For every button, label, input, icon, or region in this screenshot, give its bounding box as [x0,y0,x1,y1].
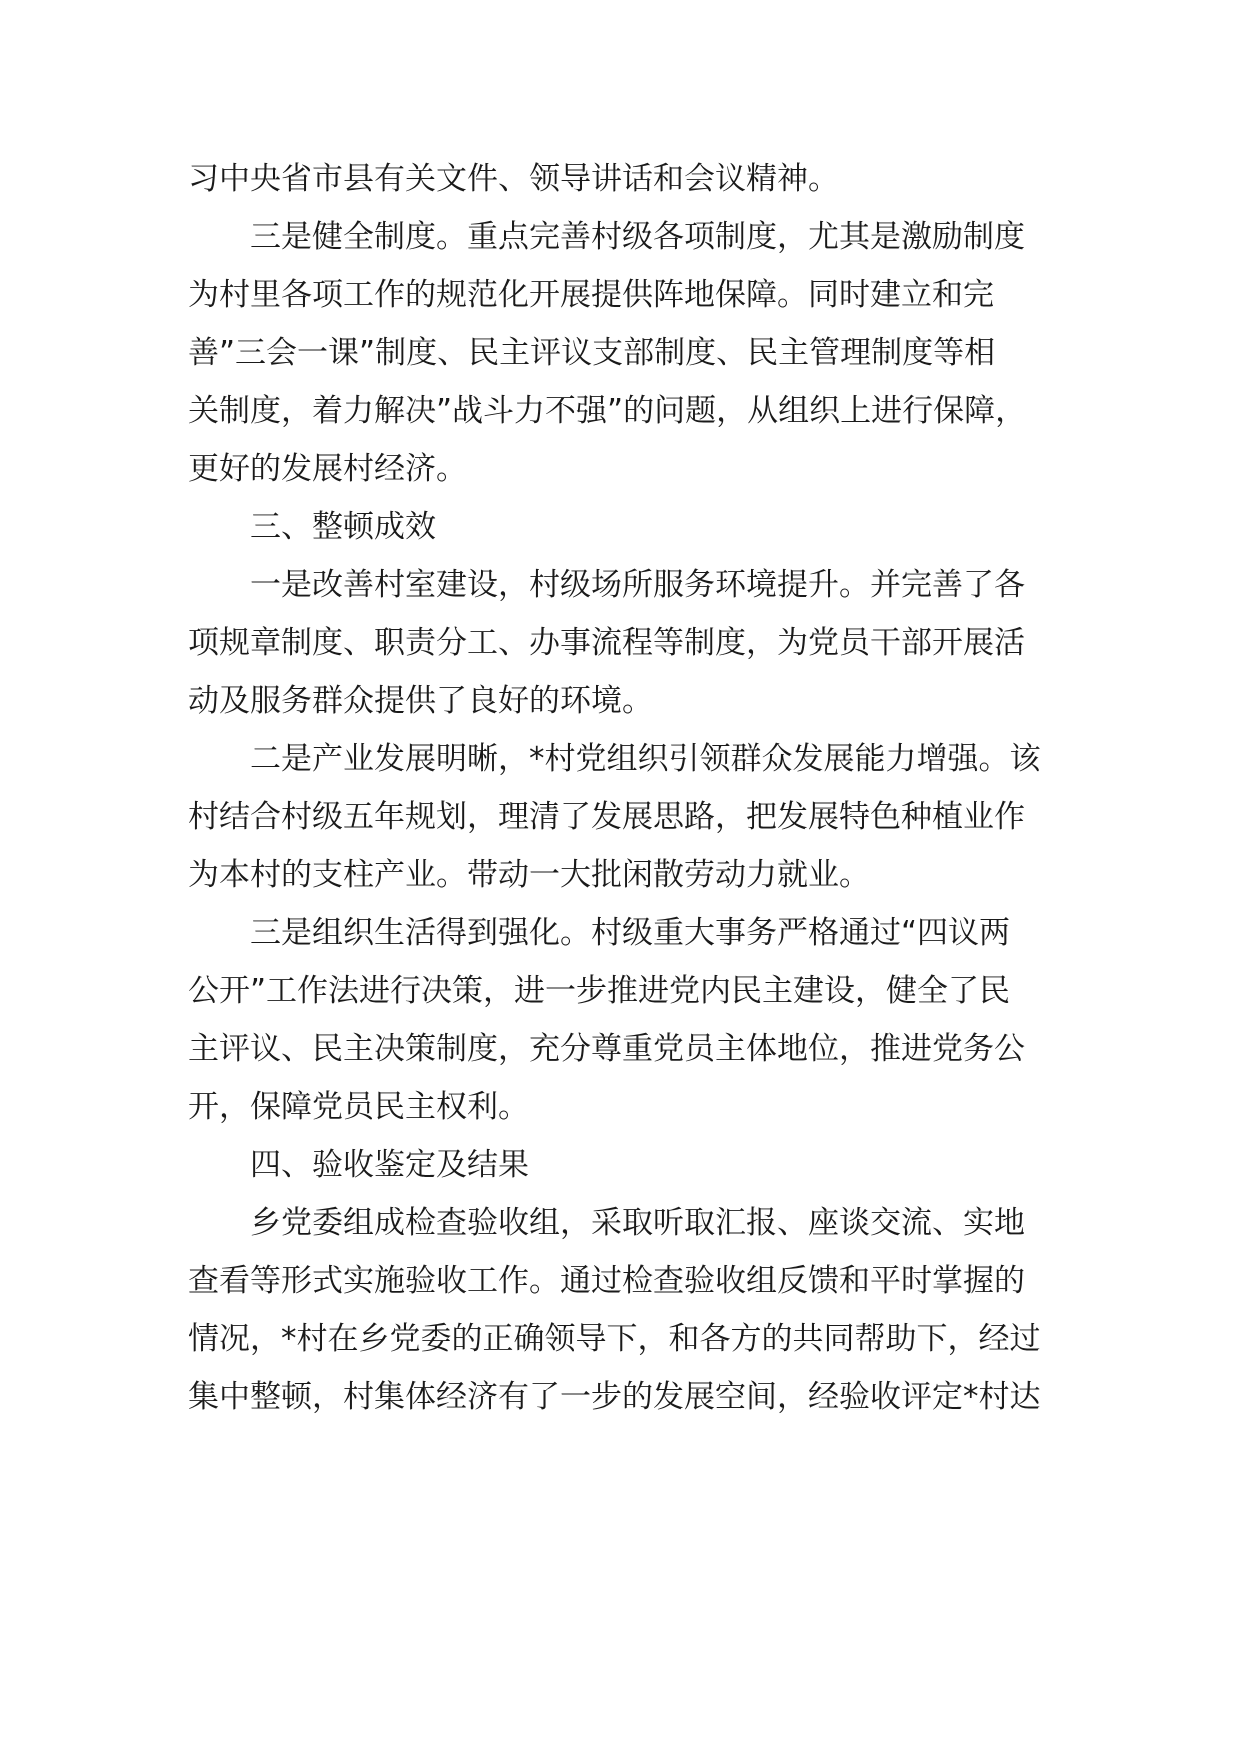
line-text: 村结合村级五年规划，理清了发展思路，把发展特色种植业作 [188,799,1025,835]
line-text: 主评议、民主决策制度，充分尊重党员主体地位，推进党务公 [188,1031,1025,1067]
text-line [188,265,1240,325]
line-text: 查看等形式实施验收工作。通过检查验收组反馈和平时掌握的 [188,1263,1025,1299]
line-text: 一是改善村室建设，村级场所服务环境提升。并完善了各 [250,567,1025,603]
section-heading [250,497,1240,557]
line-text: 更好的发展村经济。 [188,451,467,487]
text-line [188,439,1240,499]
paragraph-first-line [250,1193,1240,1253]
heading-text: 三、整顿成效 [250,509,436,545]
line-text: 善”三会一课”制度、民主评议支部制度、民主管理制度等相 [188,335,996,371]
text-line [188,323,1240,383]
line-text: 三是健全制度。重点完善村级各项制度，尤其是激励制度 [250,219,1025,255]
line-text: 项规章制度、职责分工、办事流程等制度，为党员干部开展活 [188,625,1025,661]
text-line [188,671,1240,731]
line-text: 情况，*村在乡党委的正确领导下，和各方的共同帮助下，经过 [188,1321,1041,1357]
line-text: 集中整顿，村集体经济有了一步的发展空间，经验收评定*村达 [188,1379,1041,1415]
text-line [188,1309,1240,1369]
line-text: 为本村的支柱产业。带动一大批闲散劳动力就业。 [188,857,870,893]
line-text: 公开”工作法进行决策，进一步推进党内民主建设，健全了民 [188,973,1011,1009]
line-text: 习中央省市县有关文件、领导讲话和会议精神。 [188,161,839,197]
line-text: 动及服务群众提供了良好的环境。 [188,683,653,719]
paragraph-first-line [250,903,1240,963]
text-line [188,1019,1240,1079]
text-line [188,381,1240,441]
line-text: 为村里各项工作的规范化开展提供阵地保障。同时建立和完 [188,277,994,313]
line-text: 乡党委组成检查验收组，采取听取汇报、座谈交流、实地 [250,1205,1025,1241]
text-line [188,845,1240,905]
line-text: 开，保障党员民主权利。 [188,1089,529,1125]
paragraph-first-line [250,729,1240,789]
text-line [188,961,1240,1021]
paragraph-first-line [250,207,1240,267]
text-line [188,613,1240,673]
line-text: 三是组织生活得到强化。村级重大事务严格通过“四议两 [250,915,1011,951]
section-heading [250,1135,1240,1195]
paragraph-first-line [250,555,1240,615]
heading-text: 四、验收鉴定及结果 [250,1147,529,1183]
text-line [188,1367,1240,1427]
line-text: 二是产业发展明晰，*村党组织引领群众发展能力增强。该 [250,741,1041,777]
line-text: 关制度，着力解决”战斗力不强”的问题，从组织上进行保障， [188,393,1027,429]
text-line [188,1251,1240,1311]
text-line [188,1077,1240,1137]
text-line [188,787,1240,847]
text-line [188,149,1240,209]
